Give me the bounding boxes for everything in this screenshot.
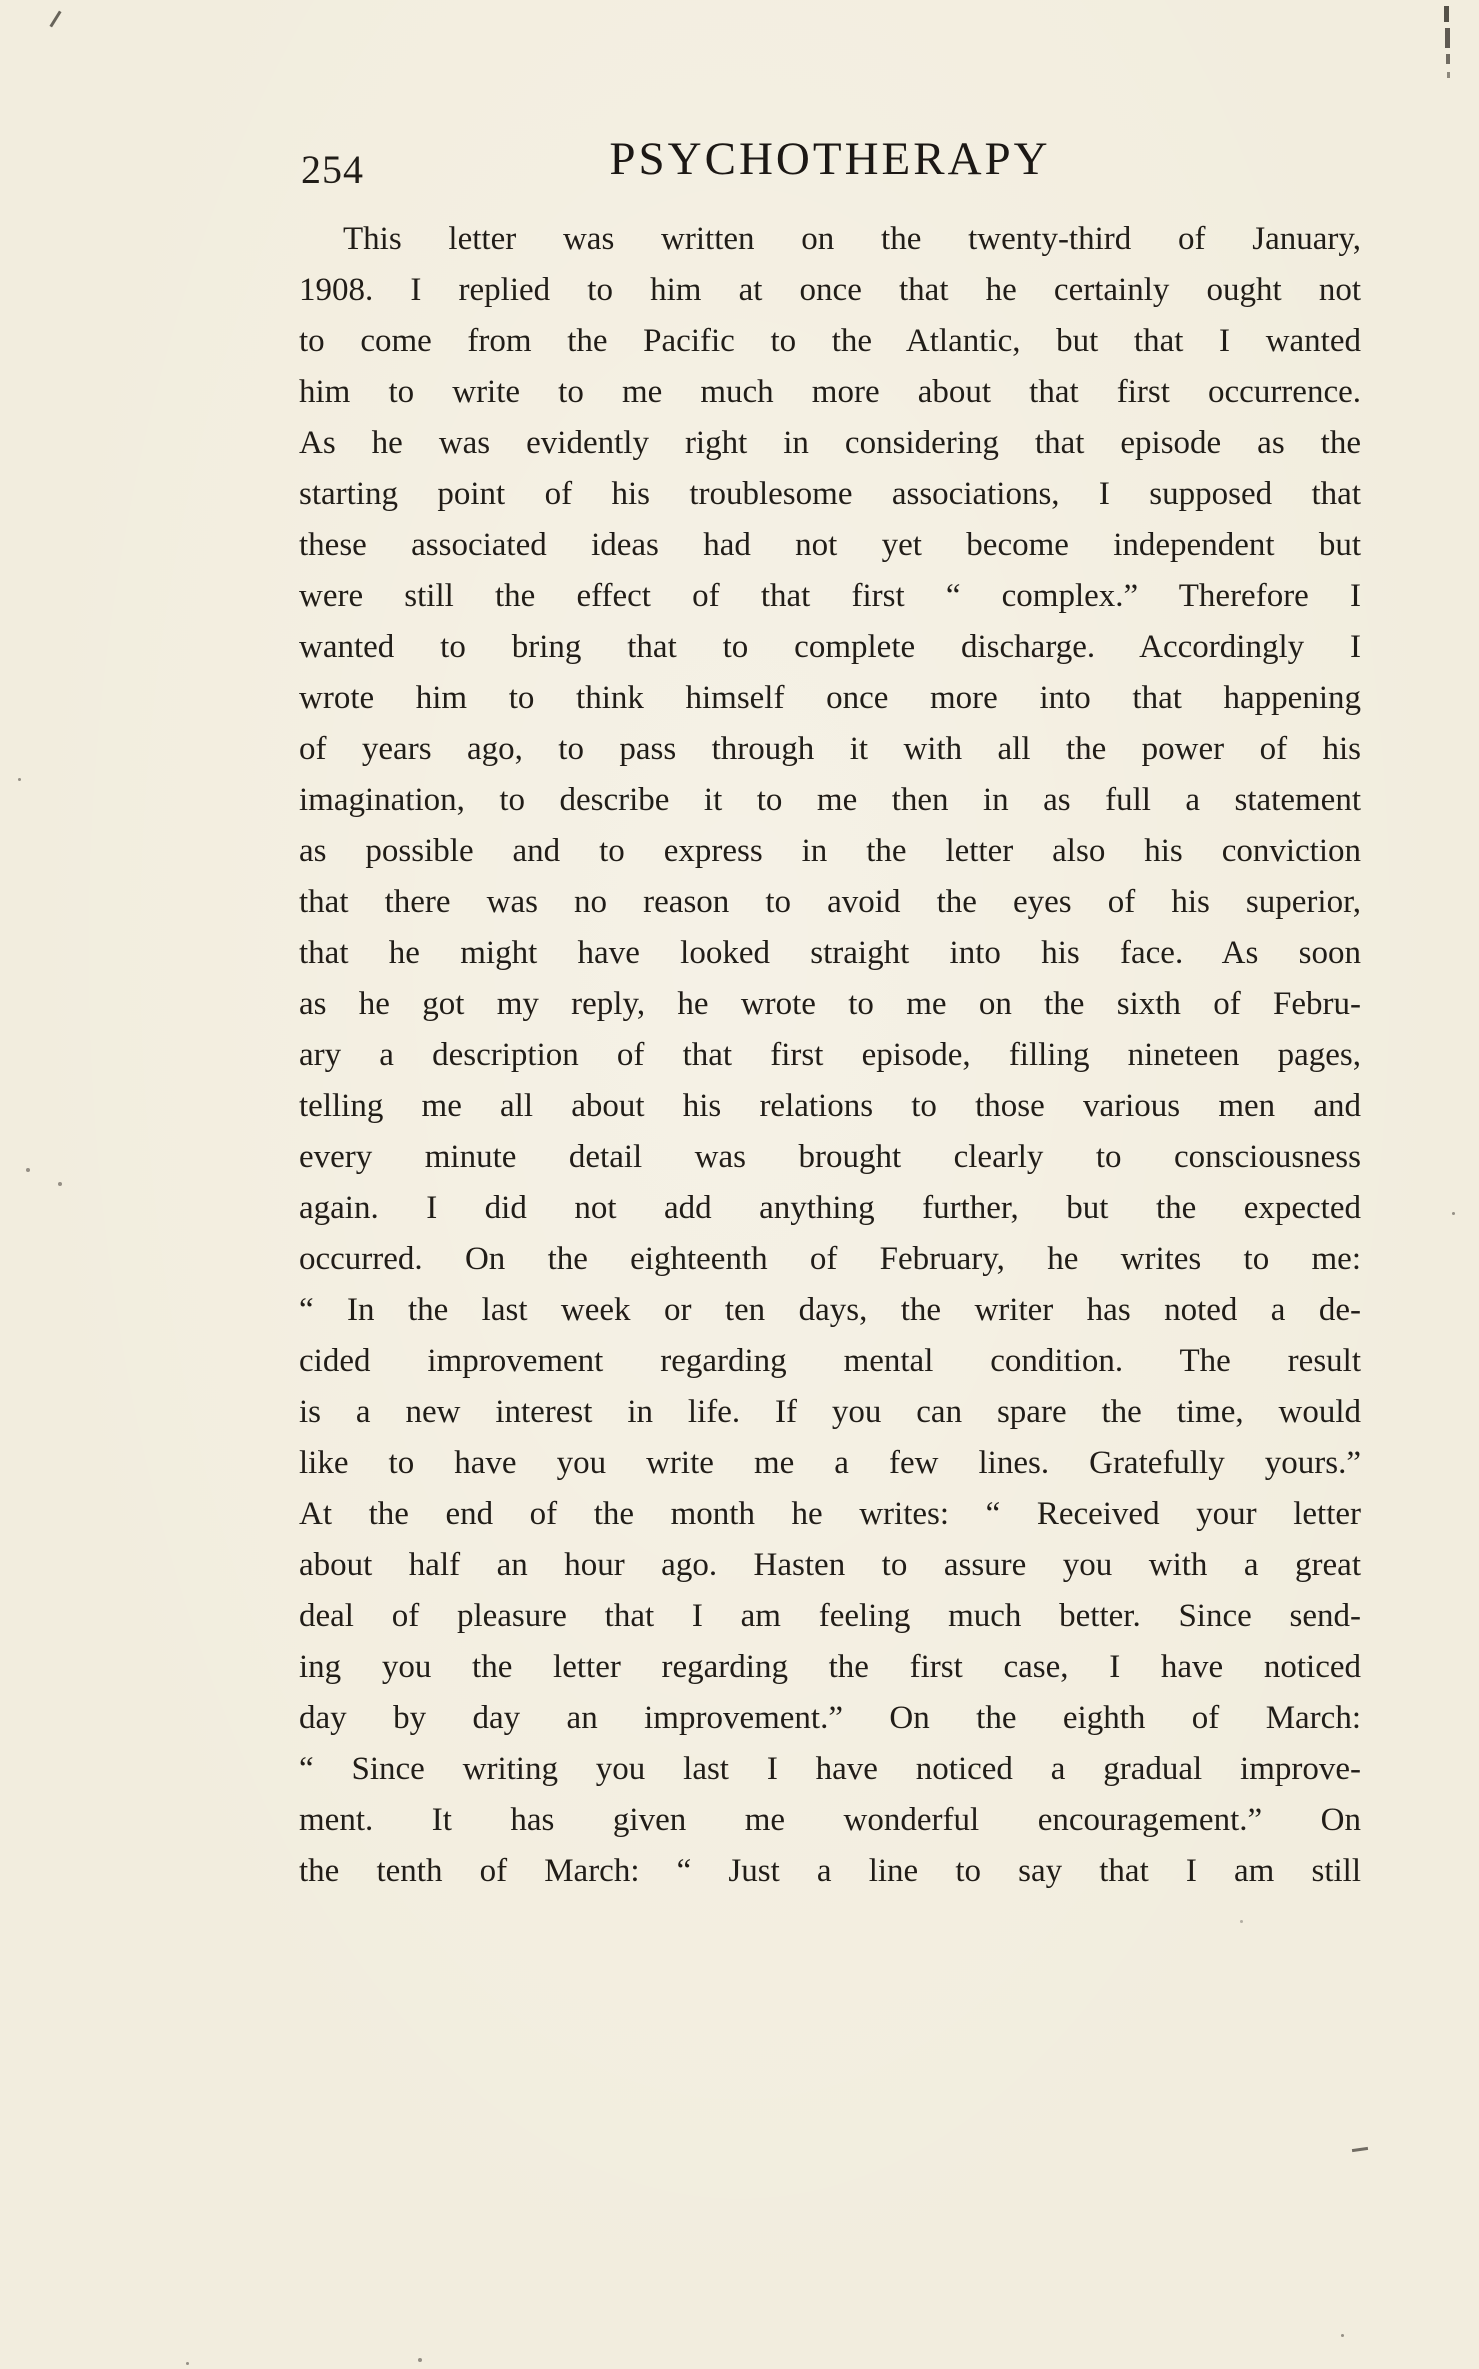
text-line: ary a description of that first episode, filling nineteen pages,	[299, 1037, 1361, 1073]
scan-artifact	[18, 778, 21, 781]
text-line: that he might have looked straight into his face. As soon	[299, 935, 1361, 971]
text-line: telling me all about his relations to those various men and	[299, 1088, 1361, 1124]
text-line: every minute detail was brought clearly to consciousness	[299, 1139, 1361, 1175]
scan-artifact	[1341, 2334, 1344, 2337]
body-text	[299, 214, 1361, 1897]
text-line: again. I did not add anything further, but the expected	[299, 1190, 1361, 1226]
scan-artifact	[26, 1168, 30, 1172]
scan-artifact	[418, 2358, 422, 2362]
text-line: imagination, to describe it to me then in as full a statement	[299, 782, 1361, 818]
scan-artifact	[58, 1182, 62, 1186]
text-line: As he was evidently right in considering that episode as the	[299, 425, 1361, 461]
text-line: deal of pleasure that I am feeling much better. Since send-	[299, 1598, 1361, 1634]
scan-artifact	[1444, 6, 1449, 22]
scan-artifact	[1446, 54, 1450, 64]
scan-artifact	[1445, 28, 1450, 48]
text-line: were still the effect of that first “ complex.” Therefore I	[299, 578, 1361, 614]
scan-artifact	[1447, 72, 1450, 78]
page-number: 254	[301, 147, 364, 192]
text-line: is a new interest in life. If you can spare the time, would	[299, 1394, 1361, 1430]
scan-artifact	[1452, 1212, 1455, 1215]
text-line: starting point of his troublesome associations, I supposed that	[299, 476, 1361, 512]
text-line: him to write to me much more about that first occurrence.	[299, 374, 1361, 410]
text-line: This letter was written on the twenty-third of January,	[343, 221, 1361, 257]
text-line: “ In the last week or ten days, the writer has noted a de-	[299, 1292, 1361, 1328]
text-line: At the end of the month he writes: “ Received your letter	[299, 1496, 1361, 1532]
text-line: that there was no reason to avoid the eyes of his superior,	[299, 884, 1361, 920]
page-header	[299, 132, 1361, 202]
text-line: ing you the letter regarding the first case, I have noticed	[299, 1649, 1361, 1685]
text-line: these associated ideas had not yet become independent but	[299, 527, 1361, 563]
text-line: wanted to bring that to complete discharge. Accordingly I	[299, 629, 1361, 665]
scan-artifact	[1352, 2147, 1368, 2152]
text-line: cided improvement regarding mental condition. The result	[299, 1343, 1361, 1379]
text-line: about half an hour ago. Hasten to assure you with a great	[299, 1547, 1361, 1583]
text-line: “ Since writing you last I have noticed a gradual improve-	[299, 1751, 1361, 1787]
text-line: ment. It has given me wonderful encouragement.” On	[299, 1802, 1361, 1838]
text-line: 1908. I replied to him at once that he certainly ought not	[299, 272, 1361, 308]
text-line: like to have you write me a few lines. Gratefully yours.”	[299, 1445, 1361, 1481]
text-line: day by day an improvement.” On the eighth of March:	[299, 1700, 1361, 1736]
text-line: occurred. On the eighteenth of February, he writes to me:	[299, 1241, 1361, 1277]
scan-artifact	[1240, 1920, 1243, 1923]
text-line: wrote him to think himself once more into that happening	[299, 680, 1361, 716]
text-line: as he got my reply, he wrote to me on the sixth of Febru-	[299, 986, 1361, 1022]
scan-artifact	[186, 2362, 189, 2365]
text-line: the tenth of March: “ Just a line to say that I am still	[299, 1853, 1361, 1889]
text-line: to come from the Pacific to the Atlantic, but that I wanted	[299, 323, 1361, 359]
text-line: of years ago, to pass through it with all the power of his	[299, 731, 1361, 767]
text-line: as possible and to express in the letter also his conviction	[299, 833, 1361, 869]
scan-artifact	[49, 11, 61, 28]
page-title: PSYCHOTHERAPY	[609, 133, 1051, 185]
